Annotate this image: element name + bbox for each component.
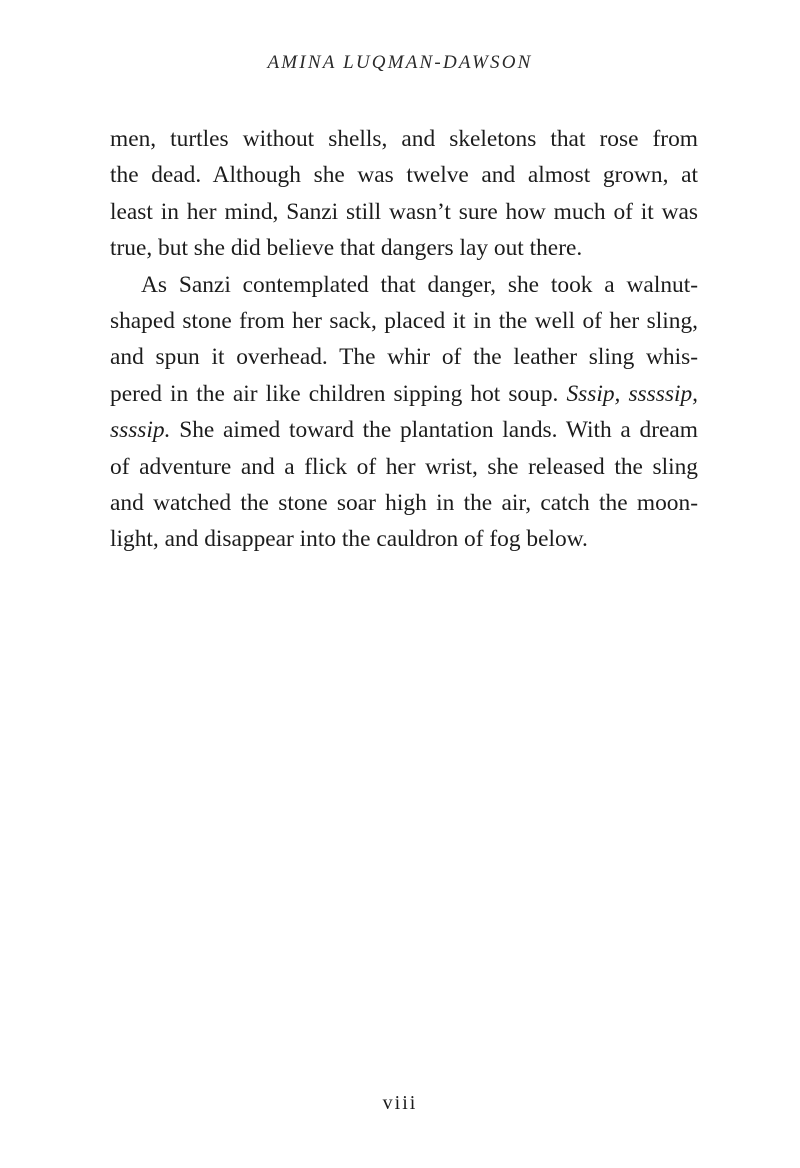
- paragraph-2: [110, 267, 698, 558]
- page-number: viii: [382, 1092, 418, 1114]
- paragraph-1: [110, 121, 698, 267]
- text-line: shaped stone from her sack, placed it in the well of her sling,: [110, 308, 698, 335]
- text-line: As Sanzi contemplated that danger, she took a walnut-: [141, 271, 698, 298]
- text-run: She aimed toward the plantation lands. With a dream: [170, 417, 698, 444]
- text-line: [110, 376, 698, 412]
- italic-sound-effect: Sssip, sssssip,: [566, 380, 698, 407]
- text-line: and spun it overhead. The whir of the leather sling whis-: [110, 344, 698, 371]
- text-line: men, turtles without shells, and skeletons that rose from: [110, 126, 698, 152]
- italic-sound-effect-end: ssssip.: [110, 417, 171, 444]
- text-line: of adventure and a flick of her wrist, she released the sling: [110, 453, 698, 480]
- text-line: and watched the stone soar high in the air, catch the moon-: [110, 490, 698, 517]
- text-line: light, and disappear into the cauldron of fog below.: [110, 526, 588, 553]
- text-line: [110, 412, 698, 448]
- body-text: [110, 121, 698, 558]
- text-line: the dead. Although she was twelve and almost grown, at: [110, 162, 698, 189]
- text-line: least in her mind, Sanzi still wasn’t sure how much of it was: [110, 198, 698, 225]
- text-run: pered in the air like children sipping hot soup.: [110, 380, 567, 407]
- running-head: AMINA LUQMAN-DAWSON: [267, 52, 533, 73]
- text-line: true, but she did believe that dangers lay out there.: [110, 235, 583, 262]
